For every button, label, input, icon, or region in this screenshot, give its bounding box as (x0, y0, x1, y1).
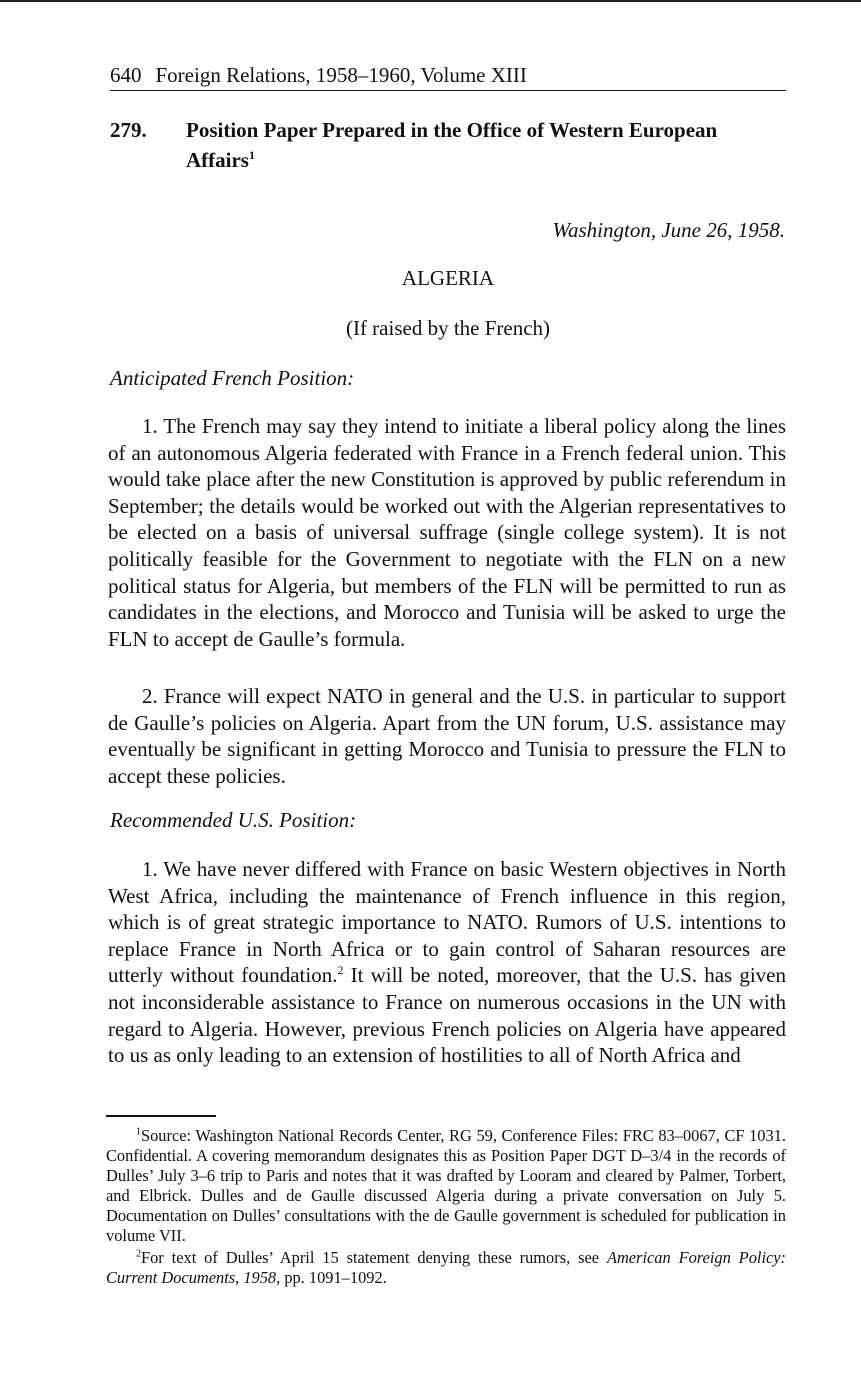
paragraph-us-1 (108, 856, 786, 1069)
footnote-1-marker: 1 (136, 1126, 141, 1138)
paragraph-french-2: 2. France will expect NATO in general and the U.S. in particular to support de Gaulle’s policies on Algeria. Apart from the UN forum, U.S. assistance may eventually be significant in getting Morocco and Tunisia to pressure the FLN to accept these policies. (108, 684, 786, 788)
document-number: 279. (110, 118, 147, 142)
footnote-ref-2[interactable]: 2 (337, 963, 344, 978)
section-heading-us-position: Recommended U.S. Position: (110, 808, 357, 832)
document-title-text: Position Paper Prepared in the Office of Western European Affairs (186, 118, 718, 172)
footnote-1-text: Source: Washington National Records Center, RG 59, Conference Files: FRC 83–0067, CF 1031. Confidential. A covering memorandum designates this as Position Paper DGT D–3/4 in the records of Dulles’ July 3–6 trip to Paris and notes that it was drafted by Looram and cleared by Palmer, Torbert, and Elbrick. Dulles and de Gaulle discussed Algeria during a private conversation on July 5. Documentation on Dulles’ consultations with the de Gaulle government is scheduled for publication in volume VII. (106, 1126, 786, 1245)
dateline: Washington, June 26, 1958. (552, 218, 785, 242)
paragraph-us-1-text-a: 1. We have never differed with France on basic Western objectives in North West Africa, including the maintenance of French influence in this region, which is of great strategic importance to NATO. Rumors of U.S. intentions to replace France in North Africa or to gain control of Saharan resources are utterly without foundation. (108, 857, 786, 988)
running-title: Foreign Relations, 1958–1960, Volume XIII (155, 63, 527, 87)
document-title (186, 118, 786, 173)
document-heading (110, 118, 786, 173)
paragraph-us-1-text-b: It will be noted, moreover, that the U.S. has given not inconsiderable assistance to France on numerous occasions in the UN with regard to Algeria. However, previous French policies on Algeria have appeared to us as only leading to an extension of hostilities to all of North Africa and (108, 963, 786, 1068)
footnote-2-marker: 2 (136, 1248, 141, 1260)
subject-heading: ALGERIA (401, 266, 495, 290)
footnote-ref-1[interactable]: 1 (248, 148, 255, 162)
footnote-2 (106, 1248, 786, 1288)
footnote-2-citation: American Foreign Policy: Current Documents, 1958, (106, 1248, 787, 1287)
footnote-divider (106, 1115, 216, 1117)
page-top-rule (0, 0, 861, 2)
section-heading-french-position: Anticipated French Position: (110, 366, 355, 390)
footnote-2-text-b: pp. 1091–1092. (280, 1268, 387, 1287)
footnote-1 (106, 1126, 786, 1246)
page-number: 640 (110, 63, 142, 87)
footnote-2-text-a: For text of Dulles’ April 15 statement denying these rumors, see (141, 1248, 607, 1267)
running-header (110, 62, 786, 91)
paragraph-french-1: 1. The French may say they intend to initiate a liberal policy along the lines of an autonomous Algeria federated with France in a French federal union. This would take place after the new Constitution is approved by public referendum in September; the details would be worked out with the Algerian representatives to be elected on a basis of universal suffrage (single college system). It is not politically feasible for the Government to negotiate with the FLN on a new political status for Algeria, but members of the FLN will be permitted to run as candidates in the elections, and Morocco and Tunisia will be asked to urge the FLN to accept de Gaulle’s formula. (108, 414, 786, 651)
subject-qualifier: (If raised by the French) (345, 316, 551, 340)
